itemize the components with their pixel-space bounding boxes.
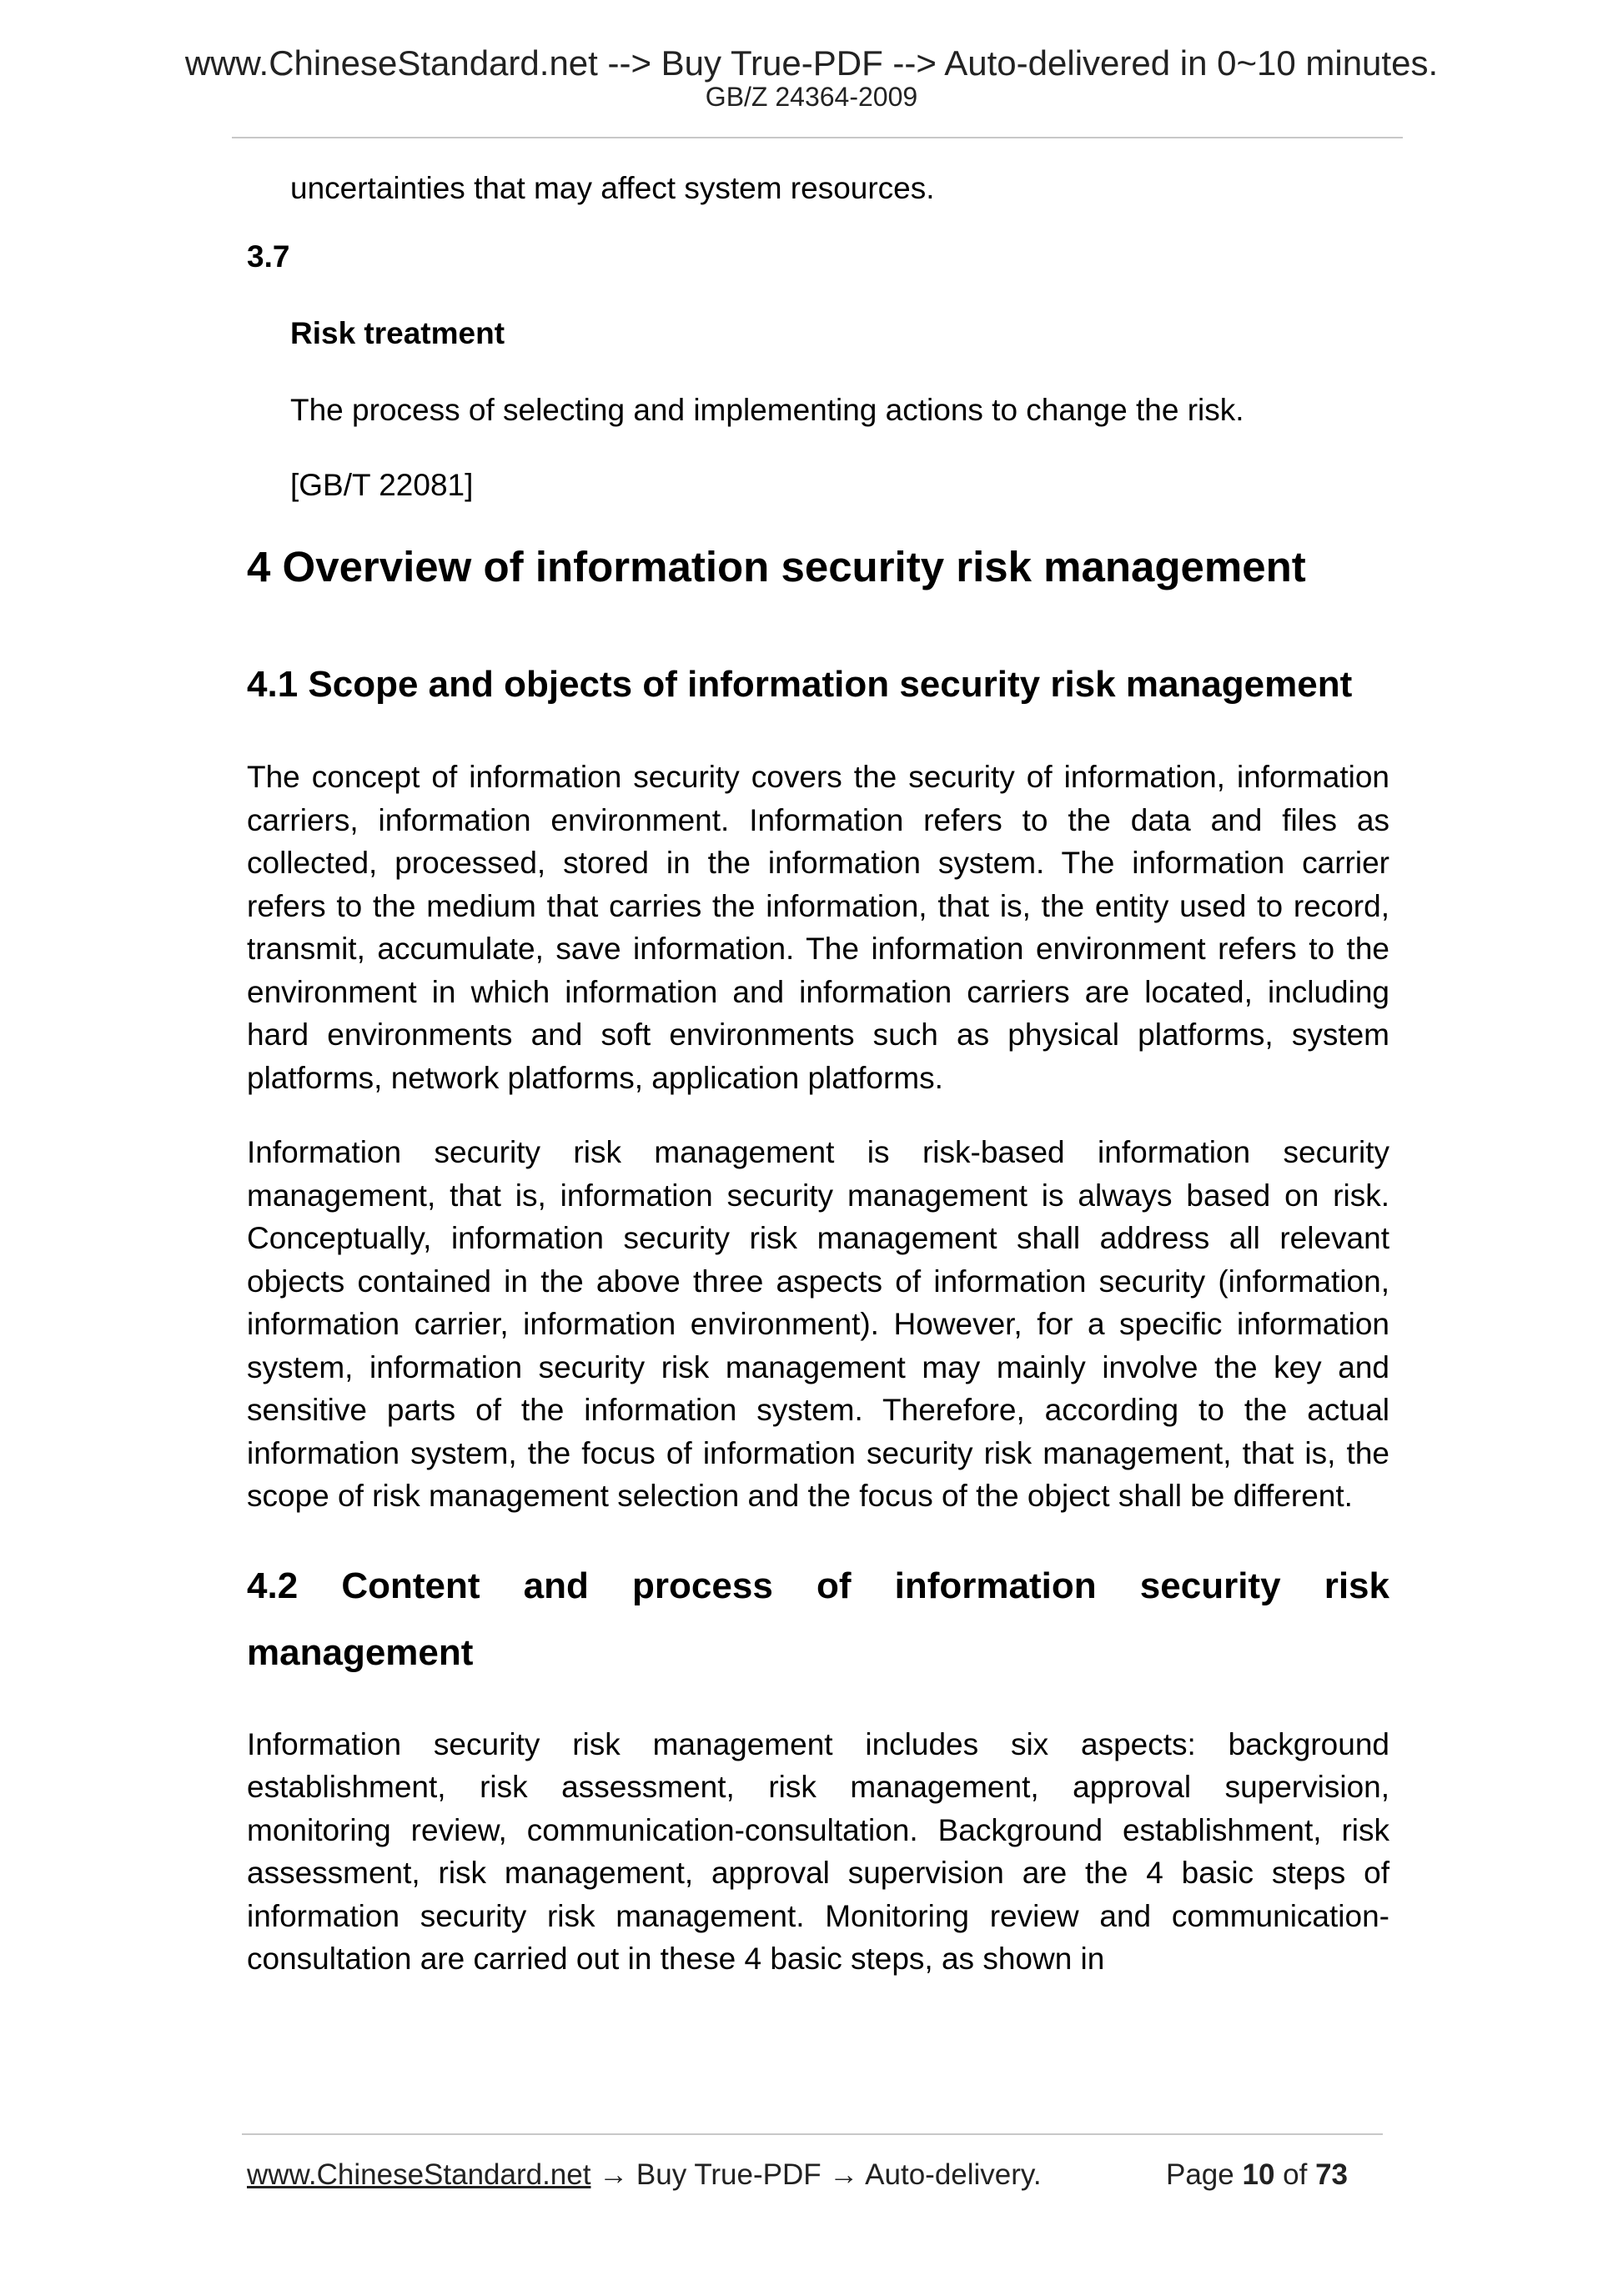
term-title: Risk treatment: [290, 316, 505, 350]
of-label: of: [1283, 2158, 1308, 2191]
section-4-heading: 4 Overview of information security risk management: [247, 543, 1306, 590]
footer-links: [247, 2157, 1042, 2193]
page-content: [247, 167, 1389, 1981]
term-definition: The process of selecting and implementing actions to change the risk.: [290, 393, 1244, 427]
section-4-2-heading: 4.2 Content and process of information security risk: [247, 1565, 1389, 1606]
section-4-2-heading-continued: management: [247, 1631, 474, 1673]
footer-divider: [242, 2133, 1383, 2135]
continuation-text: uncertainties that may affect system resources.: [290, 171, 935, 205]
page-number: 10: [1242, 2158, 1275, 2191]
top-banner: www.ChineseStandard.net --> Buy True-PDF --> Auto-delivered in 0~10 minutes.: [184, 43, 1439, 83]
footer-site-link[interactable]: www.ChineseStandard.net: [247, 2158, 591, 2191]
total-pages: 73: [1315, 2158, 1349, 2191]
term-source: [GB/T 22081]: [290, 468, 474, 502]
document-code: GB/Z 24364-2009: [705, 82, 918, 112]
section-4-1-paragraph-2: Information security risk management is risk-based information security management, that is, information security management is always based on risk. Conceptually, information security risk management shall address all relevant objects contained in the above three aspects of information security (information, information carrier, information environment). However, for a specific information system, information security risk management may mainly involve the key and sensitive parts of the information system. Therefore, according to the actual information system, the focus of information security risk management, that is, the scope of risk management selection and the focus of the object shall be different.: [247, 1135, 1389, 1513]
section-4-2-paragraph: Information security risk management includes six aspects: background establishment, risk assessment, risk management, approval supervision, monitoring review, communication-consultation. Background establishment, risk assessment, risk management, approval supervision are the 4 basic steps of information security risk management. Monitoring review and communication-consultation are carried out in these 4 basic steps, as shown in: [247, 1726, 1389, 1976]
page-indicator: [1166, 2157, 1348, 2193]
section-4-1-paragraph-1: The concept of information security covers the security of information, information carriers, information environment. Information refers to the data and files as collected, processed, stored in the information system. The information carrier refers to the medium that carries the information, that is, the entity used to record, transmit, accumulate, save information. The information environment refers to the environment in which information and information carriers are located, including hard environments and soft environments such as physical platforms, system platforms, network platforms, application platforms.: [247, 760, 1389, 1095]
clause-number: 3.7: [247, 239, 290, 274]
page-label: Page: [1166, 2158, 1234, 2191]
footer-tagline: → Buy True-PDF → Auto-delivery.: [590, 2158, 1042, 2191]
header-divider: [232, 137, 1403, 138]
section-4-1-heading: 4.1 Scope and objects of information security risk management: [247, 664, 1353, 705]
